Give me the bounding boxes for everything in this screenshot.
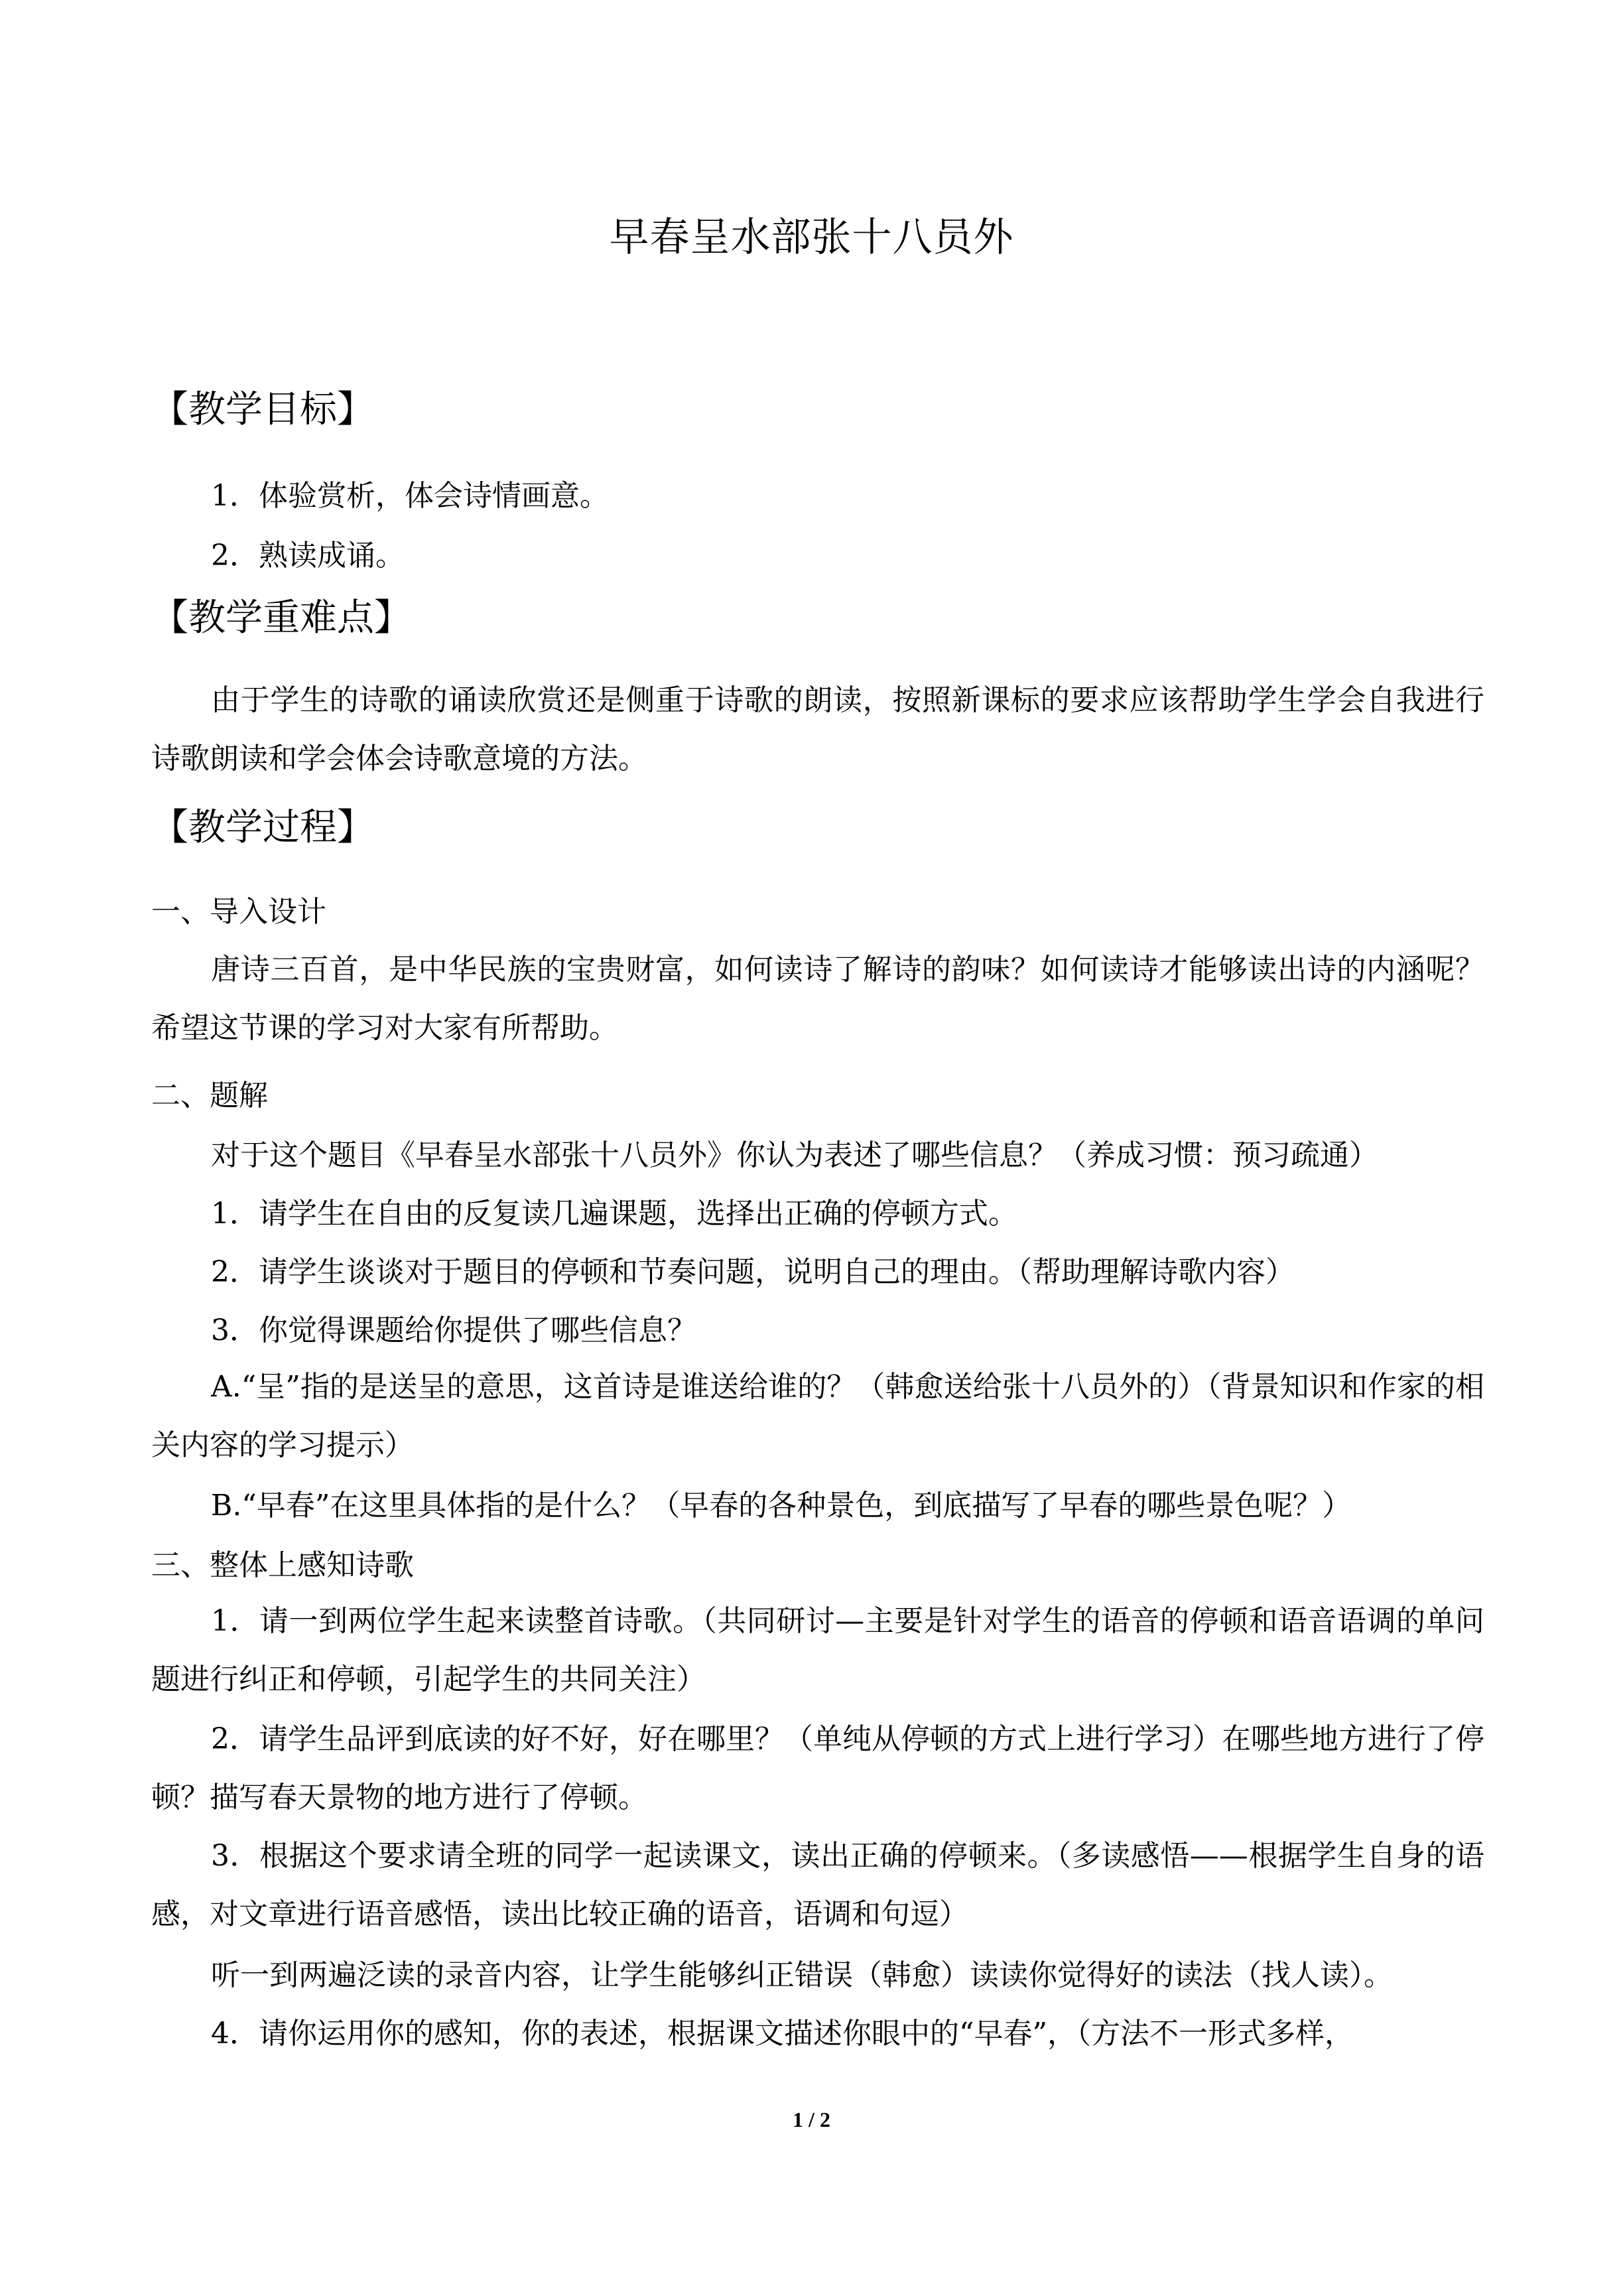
part2-intro: 对于这个题目《早春呈水部张十八员外》你认为表述了哪些信息？（养成习惯：预习疏通） [211, 1138, 1378, 1172]
part2-item-3: 3．你觉得课题给你提供了哪些信息？ [211, 1314, 696, 1347]
difficulty-paragraph: 由于学生的诗歌的诵读欣赏还是侧重于诗歌的朗读，按照新课标的要求应该帮助学生学会自我进行诗歌朗读和学会体会诗歌意境的方法。 [151, 683, 1484, 776]
page-number: 1 / 2 [793, 2108, 830, 2131]
part3-item-3b: 听一到两遍泛读的录音内容，让学生能够纠正错误（韩愈）读读你觉得好的读法（找人读）。 [211, 1958, 1393, 1992]
part2-item-b: B.“早春”在这里具体指的是什么？（早春的各种景色，到底描写了早春的哪些景色呢？） [211, 1489, 1352, 1522]
part3-heading: 三、整体上感知诗歌 [151, 1548, 414, 1582]
document-title: 早春呈水部张十八员外 [609, 214, 1014, 261]
part3-item-2: 2．请学生品评到底读的好不好，好在哪里？（单纯从停顿的方式上进行学习）在哪些地方进行了停顿？描写春天景物的地方进行了停顿。 [151, 1722, 1484, 1814]
part2-item-1: 1．请学生在自由的反复读几遍课题，选择出正确的停顿方式。 [211, 1197, 1017, 1231]
objectives-heading: 【教学目标】 [151, 388, 374, 431]
part2-item-2: 2．请学生谈谈对于题目的停顿和节奏问题，说明自己的理由。（帮助理解诗歌内容） [211, 1255, 1295, 1289]
part3-item-4: 4．请你运用你的感知，你的表述，根据课文描述你眼中的“早春”，（方法不一形式多样， [211, 2017, 1354, 2051]
part1-heading: 一、导入设计 [151, 895, 326, 929]
part3-item-1: 1．请一到两位学生起来读整首诗歌。（共同研讨—主要是针对学生的语音的停顿和语音语调的单问题进行纠正和停顿，引起学生的共同关注） [151, 1604, 1484, 1696]
objective-item-1: 1．体验赏析，体会诗情画意。 [211, 479, 609, 513]
process-heading: 【教学过程】 [151, 806, 374, 849]
part1-paragraph: 唐诗三百首，是中华民族的宝贵财富，如何读诗了解诗的韵味？如何读诗才能够读出诗的内涵呢？希望这节课的学习对大家有所帮助。 [151, 953, 1484, 1045]
difficulty-heading: 【教学重难点】 [151, 596, 411, 640]
part3-item-3: 3．根据这个要求请全班的同学一起读课文，读出正确的停顿来。（多读感悟——根据学生自身的语感，对文章进行语音感悟，读出比较正确的语音，语调和句逗） [151, 1839, 1484, 1931]
part2-heading: 二、题解 [151, 1079, 268, 1113]
part2-item-a: A.“呈”指的是送呈的意思，这首诗是谁送给谁的？（韩愈送给张十八员外的）（背景知识和作家的相关内容的学习提示） [151, 1370, 1484, 1462]
objective-item-2: 2．熟读成诵。 [211, 539, 405, 573]
